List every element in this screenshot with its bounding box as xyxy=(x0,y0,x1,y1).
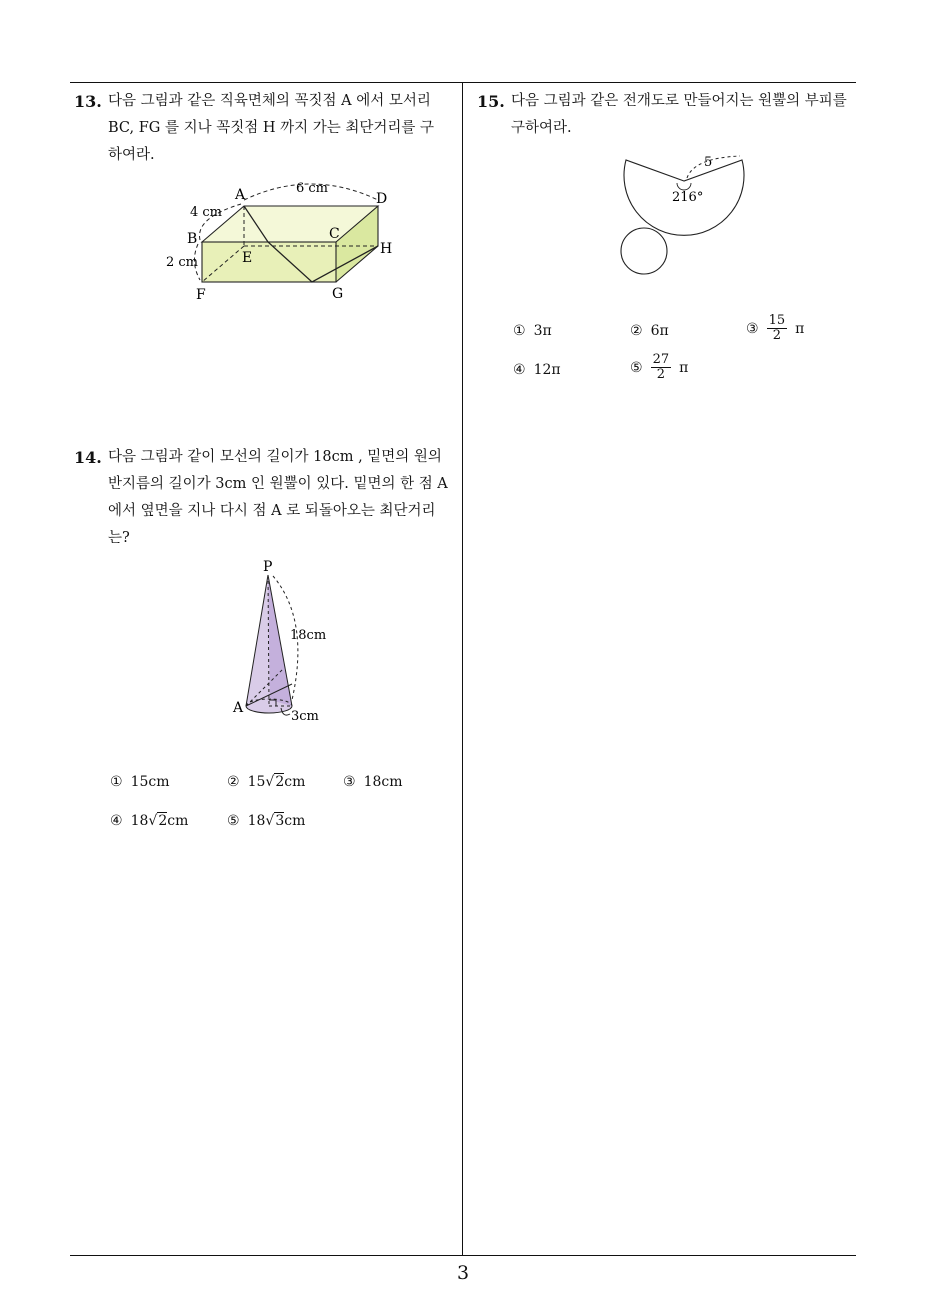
question-text: 다음 그림과 같은 직육면체의 꼭짓점 A 에서 모서리 BC, FG 를 지나 꼭짓점 H 까지 가는 최단거리를 구 하여라. xyxy=(108,93,434,163)
label-B: B xyxy=(187,231,198,247)
bottom-rule xyxy=(70,1255,856,1256)
label-E: E xyxy=(242,250,253,266)
question-text: 다음 그림과 같이 모선의 길이가 18cm , 밑면의 원의 반지름의 길이가 3cm 인 원뿔이 있다. 밑면의 한 점 A 에서 옆면을 지나 다시 점 A 로 되돌아오는 최단거리 는? xyxy=(108,449,448,546)
choice-3[interactable]: ③ $\frac{15}{2}$ π xyxy=(746,313,805,343)
fraction: $\frac{15}{2}$ xyxy=(768,313,786,343)
choice-1[interactable]: ① 3π xyxy=(513,323,552,339)
choice-4[interactable]: ④ 18√2cm xyxy=(110,813,189,829)
question-number: 15. xyxy=(477,92,505,111)
label-A: A xyxy=(235,187,246,203)
choice-5[interactable]: ⑤ $\frac{27}{2}$ π xyxy=(630,352,689,382)
label-4cm: 4 cm xyxy=(190,205,223,220)
cone-net-figure xyxy=(615,148,755,278)
label-G: G xyxy=(332,286,344,302)
fraction: $\frac{27}{2}$ xyxy=(652,352,670,382)
question-14 xyxy=(74,444,456,552)
label-D: D xyxy=(376,191,388,207)
choice-2[interactable]: ② 15√2cm xyxy=(227,774,306,790)
question-15 xyxy=(477,88,859,142)
label-radius-5: 5 xyxy=(704,155,713,170)
choice-4[interactable]: ④ 12π xyxy=(513,362,561,378)
choice-3[interactable]: ③ 18cm xyxy=(343,774,403,790)
top-rule xyxy=(70,82,856,83)
page-number: 3 xyxy=(456,1262,470,1284)
label-A: A xyxy=(233,700,244,716)
column-divider xyxy=(462,82,463,1255)
choice-5[interactable]: ⑤ 18√3cm xyxy=(227,813,306,829)
label-2cm: 2 cm xyxy=(166,255,199,270)
label-6cm: 6 cm xyxy=(296,181,329,196)
question-text: 다음 그림과 같은 전개도로 만들어지는 원뿔의 부피를 구하여라. xyxy=(511,93,847,136)
label-slant: 18cm xyxy=(290,628,327,643)
cone-figure xyxy=(225,555,335,730)
question-13 xyxy=(74,88,456,169)
choice-1[interactable]: ① 15cm xyxy=(110,774,170,790)
question-number: 14. xyxy=(74,448,102,467)
label-F: F xyxy=(196,287,206,303)
choice-2[interactable]: ② 6π xyxy=(630,323,669,339)
label-H: H xyxy=(380,241,393,257)
cuboid-figure xyxy=(160,178,410,306)
label-C: C xyxy=(329,226,340,242)
label-angle: 216° xyxy=(672,190,704,205)
label-radius: 3cm xyxy=(291,709,319,724)
label-P: P xyxy=(263,559,273,575)
question-number: 13. xyxy=(74,92,102,111)
